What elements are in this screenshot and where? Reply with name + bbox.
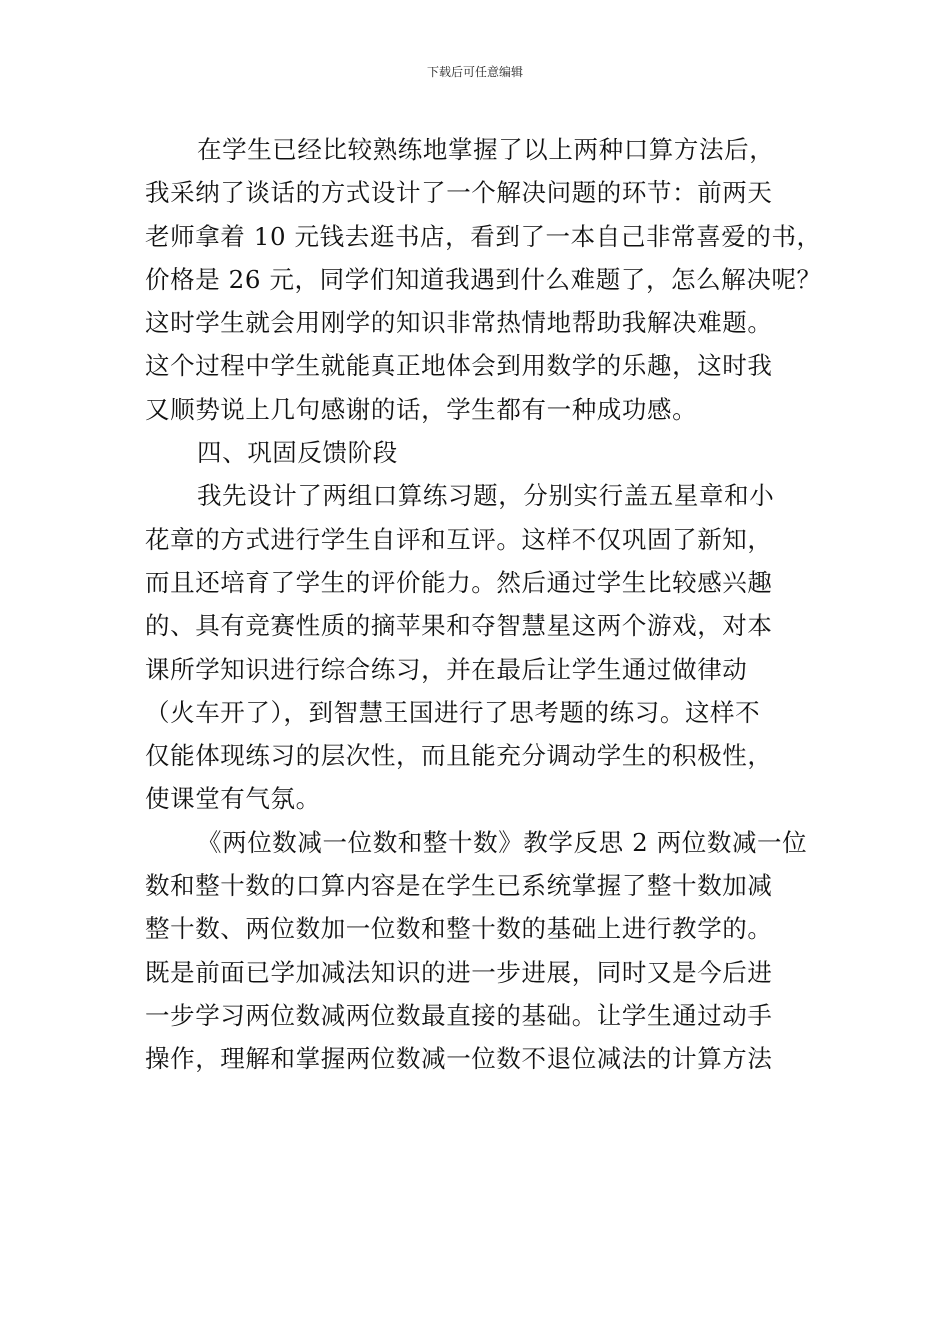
text-line: 而且还培育了学生的评价能力。然后通过学生比较感兴趣: [145, 567, 773, 597]
text-line: 在学生已经比较熟练地掌握了以上两种口算方法后，: [197, 135, 775, 164]
text-line: 《两位数减一位数和整十数》教学反思 2 两位数减一位: [197, 827, 808, 857]
text-line: 使课堂有气氛。: [145, 784, 321, 814]
text-line: 老师拿着 10 元钱去逛书店，看到了一本自己非常喜爱的书，: [145, 221, 822, 251]
text-line: 花章的方式进行学生自评和互评。这样不仅巩固了新知，: [145, 524, 773, 554]
section-heading: 四、巩固反馈阶段: [197, 438, 398, 468]
text-line: （火车开了），到智慧王国进行了思考题的练习。这样不: [145, 697, 761, 727]
text-line: 这时学生就会用刚学的知识非常热情地帮助我解决难题。: [145, 308, 773, 338]
text-line: 一步学习两位数减两位数最直接的基础。让学生通过动手: [145, 1000, 773, 1030]
page-header: 下载后可任意编辑: [426, 65, 523, 79]
text-line: 的、具有竞赛性质的摘苹果和夺智慧星这两个游戏，对本: [145, 611, 773, 641]
text-line: 数和整十数的口算内容是在学生已系统掌握了整十数加减: [145, 871, 773, 901]
document-body: [145, 128, 835, 1081]
text-line: 操作，理解和掌握两位数减一位数不退位减法的计算方法: [145, 1044, 773, 1074]
text-line: 仅能体现练习的层次性，而且能充分调动学生的积极性，: [145, 741, 773, 771]
text-line: 课所学知识进行综合练习，并在最后让学生通过做律动: [145, 654, 748, 684]
text-line: 价格是 26 元，同学们知道我遇到什么难题了，怎么解决呢？: [145, 264, 822, 294]
text-line: 整十数、两位数加一位数和整十数的基础上进行教学的。: [145, 914, 773, 944]
text-line: 既是前面已学加减法知识的进一步进展，同时又是今后进: [145, 957, 773, 987]
text-line: 这个过程中学生就能真正地体会到用数学的乐趣，这时我: [145, 351, 773, 381]
text-line: 我先设计了两组口算练习题，分别实行盖五星章和小: [197, 481, 775, 511]
text-line: 又顺势说上几句感谢的话，学生都有一种成功感。: [145, 394, 698, 424]
text-line: 我采纳了谈话的方式设计了一个解决问题的环节：前两天: [145, 178, 773, 208]
